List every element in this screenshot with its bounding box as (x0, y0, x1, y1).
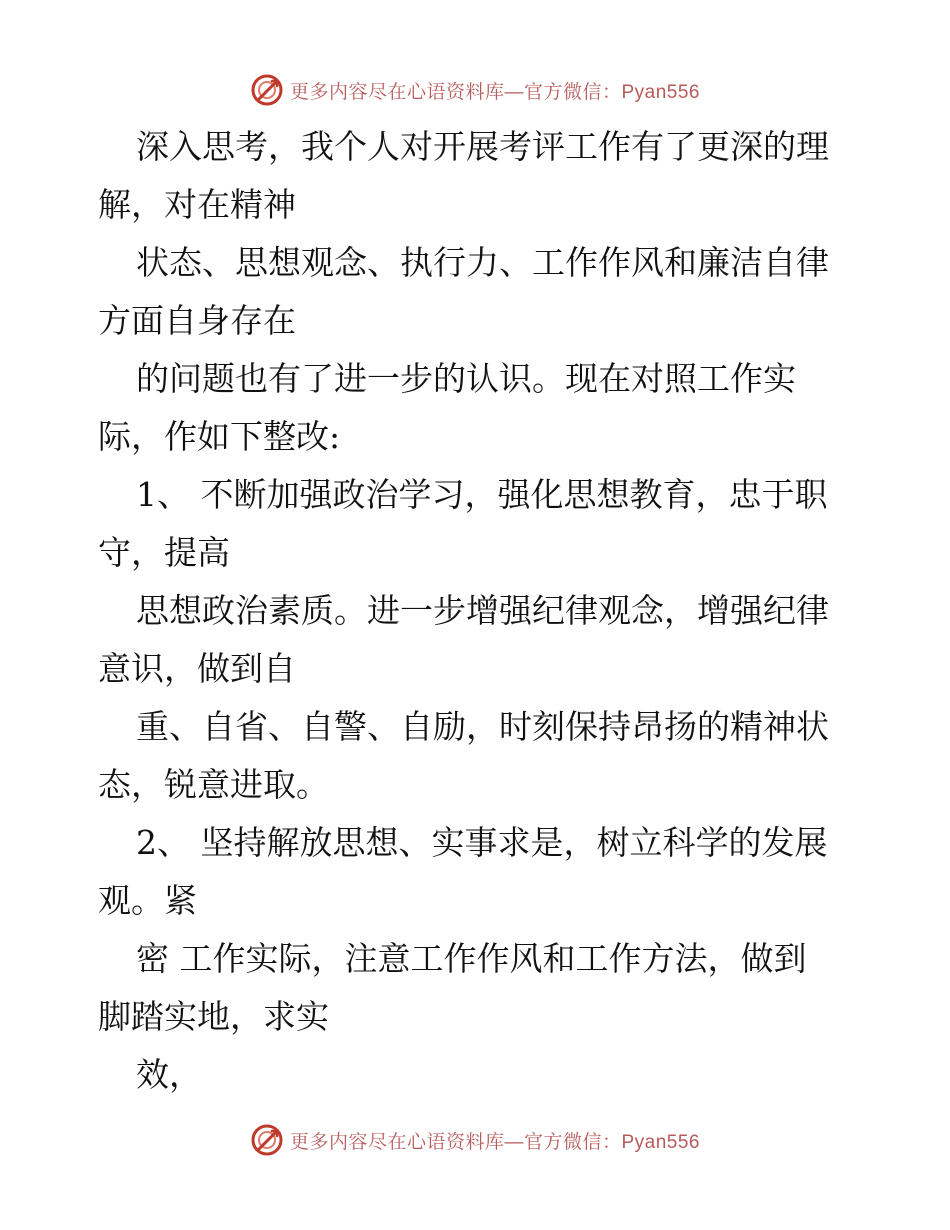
text-line: 2、 坚持解放思想、实事求是，树立科学的发展 (136, 823, 828, 862)
watermark-text: 更多内容尽在心语资料库—官方微信：Pyan556 (289, 81, 700, 103)
text-line: 脚踏实地，求实 (98, 997, 329, 1036)
text-line: 效， (136, 1055, 202, 1094)
watermark-text: 更多内容尽在心语资料库—官方微信：Pyan556 (289, 1131, 700, 1153)
text-line: 重、自省、自警、自励，时刻保持昂扬的精神状 (136, 707, 829, 746)
text-line: 思想政治素质。进一步增强纪律观念，增强纪律 (136, 591, 829, 630)
header-watermark (0, 70, 950, 110)
text-line: 状态、思想观念、执行力、工作作风和廉洁自律 (136, 243, 829, 282)
text-line: 方面自身存在 (98, 301, 296, 340)
footer-watermark (0, 1120, 950, 1160)
logo-icon (250, 73, 284, 107)
text-line: 守，提高 (98, 533, 230, 572)
text-line: 观。紧 (98, 881, 197, 920)
text-line: 意识，做到自 (98, 649, 296, 688)
text-line: 态，锐意进取。 (98, 765, 329, 804)
document-body (98, 118, 858, 1104)
text-line: 的问题也有了进一步的认识。现在对照工作实 (136, 359, 796, 398)
text-line: 际，作如下整改: (98, 417, 341, 456)
text-line: 深入思考，我个人对开展考评工作有了更深的理 (136, 127, 829, 166)
text-line: 1、 不断加强政治学习，强化思想教育，忠于职 (136, 475, 828, 514)
text-line: 解，对在精神 (98, 185, 296, 224)
text-line: 密 工作实际，注意工作作风和工作方法，做到 (136, 939, 807, 978)
logo-icon (250, 1123, 284, 1157)
